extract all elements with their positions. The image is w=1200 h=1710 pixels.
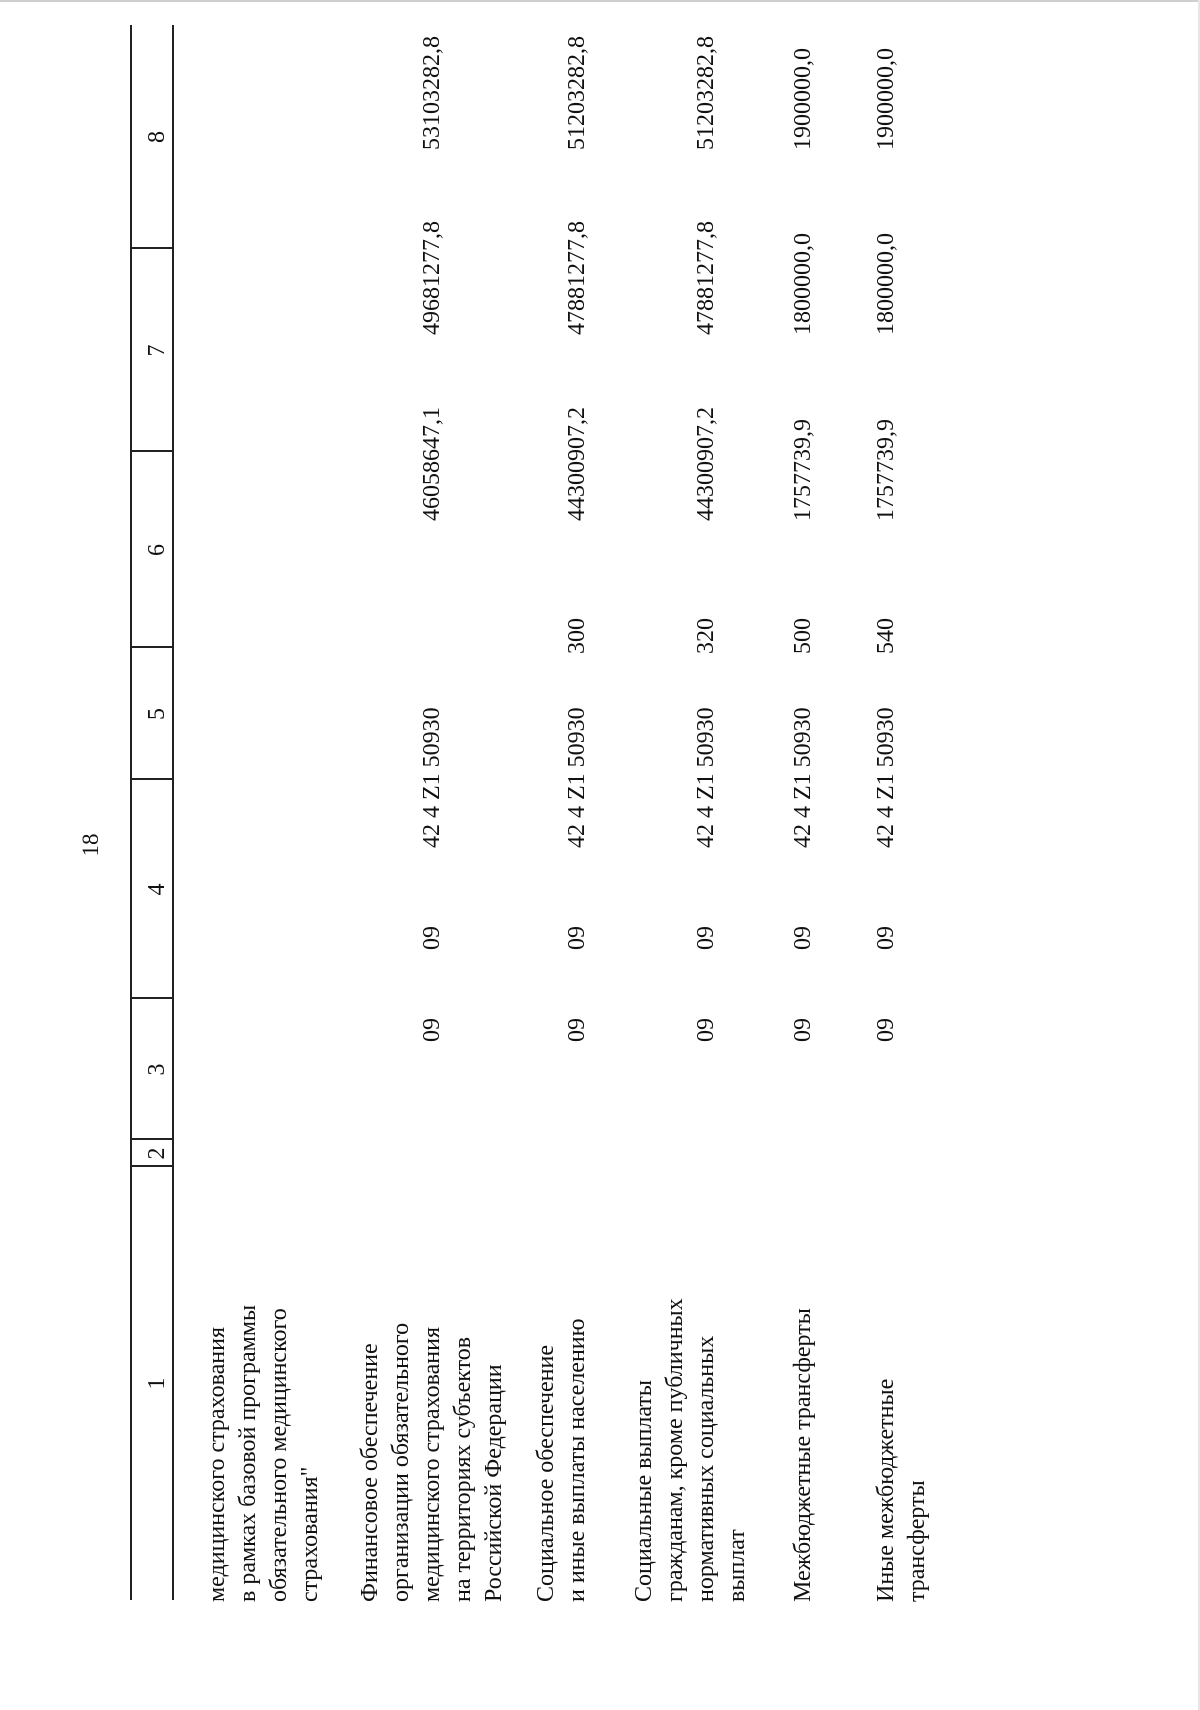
row-col-8: 1900000,0	[790, 48, 816, 150]
row-col-3: 09	[873, 926, 899, 950]
row-col-5: 500	[790, 618, 816, 654]
row-col-7: 1800000,0	[873, 233, 899, 335]
row-name-line: Социальные выплаты	[631, 1379, 657, 1602]
row-col-6: 44300907,2	[564, 407, 590, 521]
row-col-5: 300	[564, 618, 590, 654]
row-name-line: Финансовое обеспечение	[357, 1343, 383, 1602]
row-col-8: 1900000,0	[873, 48, 899, 150]
row-name-line: Социальное обеспечение	[533, 1344, 559, 1602]
header-col-6: 6	[144, 544, 170, 556]
row-col-4: 42 4 Z1 50930	[873, 707, 899, 848]
row-name-line: страхования"	[297, 1466, 323, 1602]
row-col-6: 46058647,1	[419, 407, 445, 521]
header-col-1: 1	[144, 1377, 170, 1390]
header-col-8: 8	[144, 131, 170, 143]
row-col-3: 09	[419, 926, 445, 950]
row-name-line: трансферты	[904, 1480, 930, 1602]
header-col-3: 3	[144, 1063, 170, 1076]
row-col-2: 09	[873, 1018, 899, 1042]
row-col-8: 51203282,8	[693, 36, 719, 150]
row-name-line: на территориях субъектов	[450, 1336, 476, 1602]
row-name-line: медицинского страхования	[204, 1326, 230, 1602]
row-col-2: 09	[790, 1018, 816, 1042]
row-col-7: 47881277,8	[693, 221, 719, 335]
row-col-6: 1757739,9	[790, 419, 816, 521]
row-col-2: 09	[419, 1018, 445, 1042]
row-name-line: организации обязательного	[388, 1322, 414, 1602]
row-col-4: 42 4 Z1 50930	[564, 707, 590, 848]
row-col-2: 09	[693, 1018, 719, 1042]
row-col-3: 09	[564, 926, 590, 950]
row-col-4: 42 4 Z1 50930	[693, 707, 719, 848]
row-col-7: 1800000,0	[790, 233, 816, 335]
row-col-6: 44300907,2	[693, 407, 719, 521]
row-name-line: медицинского страхования	[419, 1326, 445, 1602]
row-name-line: гражданам, кроме публичных	[662, 1298, 688, 1602]
header-col-5: 5	[144, 708, 170, 720]
row-name-line: и иные выплаты населению	[564, 1318, 590, 1602]
header-col-4: 4	[144, 883, 170, 896]
row-col-5: 540	[873, 618, 899, 654]
row-col-4: 42 4 Z1 50930	[419, 707, 445, 848]
row-name-line: Иные межбюджетные	[873, 1378, 899, 1602]
header-bottom-rule	[172, 25, 174, 1600]
row-name-line: Российской Федерации	[481, 1364, 507, 1602]
row-name-line: Межбюджетные трансферты	[790, 1308, 816, 1602]
header-col-2: 2	[144, 1147, 170, 1160]
row-name-line: обязательного медицинского	[266, 1308, 292, 1602]
row-col-3: 09	[693, 926, 719, 950]
row-col-8: 51203282,8	[564, 36, 590, 150]
row-col-2: 09	[564, 1018, 590, 1042]
header-col-7: 7	[144, 344, 170, 357]
row-col-4: 42 4 Z1 50930	[790, 707, 816, 848]
header-top-rule	[130, 25, 132, 1600]
row-col-7: 49681277,8	[419, 221, 445, 335]
page-number: 18	[78, 833, 103, 857]
row-name-line: выплат	[724, 1529, 750, 1602]
row-col-5: 320	[693, 618, 719, 654]
row-name-line: в рамках базовой программы	[235, 1304, 261, 1602]
row-col-6: 1757739,9	[873, 419, 899, 521]
row-col-3: 09	[790, 926, 816, 950]
row-col-7: 47881277,8	[564, 221, 590, 335]
row-col-8: 53103282,8	[419, 36, 445, 150]
row-name-line: нормативных социальных	[693, 1335, 719, 1602]
